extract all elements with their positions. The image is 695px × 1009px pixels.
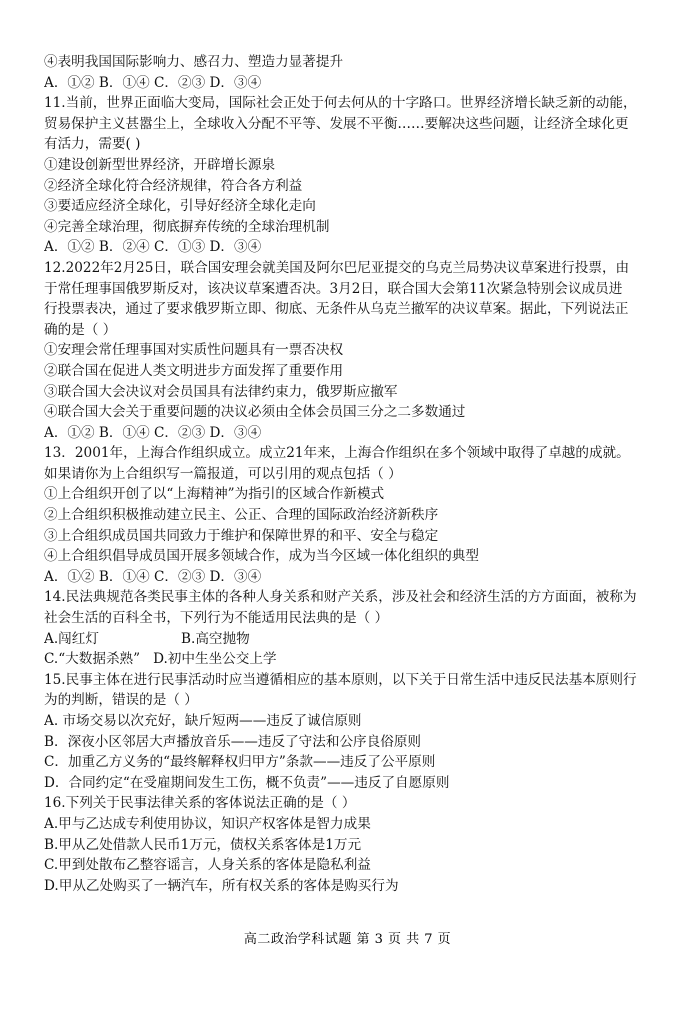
q11-option: ②经济全球化符合经济规律，符合各方利益: [44, 177, 303, 194]
q16-option: C.甲到处散布乙整容谣言，人身关系的客体是隐私利益: [44, 857, 371, 874]
q10-answer-choices: A．①② B．①④ C．②③ D．③④: [44, 74, 262, 91]
question-11: [44, 93, 655, 258]
q13-option: ②上合组织积极推动建立民主、公正、合理的国际政治经济新秩序: [44, 507, 439, 524]
q11-option: ①建设创新型世界经济，开辟增长源泉: [44, 156, 276, 173]
q11-answer-choices: A．①② B．②④ C．①③ D．③④: [44, 239, 262, 256]
q15-stem-line: 为的判断，错误的是（ ）: [44, 692, 198, 709]
q12-option: ④联合国大会关于重要问题的决议必须由全体会员国三分之二多数通过: [44, 404, 466, 421]
q12-option: ②联合国在促进人类文明进步方面发挥了重要作用: [44, 362, 344, 379]
q12-option: ①安理会常任理事国对实质性问题具有一票否决权: [44, 342, 344, 359]
q14-option-row: C.“大数据杀熟” D.初中生坐公交上学: [44, 651, 277, 668]
q12-stem-line: 确的是（ ）: [44, 321, 117, 338]
q14-stem-line: 14.民法典规范各类民事主体的各种人身关系和财产关系，涉及社会和经济生活的方方面面，被称为: [44, 589, 637, 606]
q12-answer-choices: A．①② B．①④ C．②③ D．③④: [44, 424, 262, 441]
q16-option: D.甲从乙处购买了一辆汽车，所有权关系的客体是购买行为: [44, 877, 399, 894]
question-10-tail: [44, 52, 655, 93]
question-14: [44, 587, 655, 669]
q10-option-4: ④表明我国国际影响力、感召力、塑造力显著提升: [44, 54, 344, 70]
question-15: [44, 670, 655, 794]
q13-option: ③上合组织成员国共同致力于维护和保障世界的和平、安全与稳定: [44, 527, 439, 544]
q15-stem-line: 15.民事主体在进行民事活动时应当遵循相应的基本原则，以下关于日常生活中违反民法基本原则行: [44, 671, 637, 688]
q11-stem-line: 贸易保护主义甚嚣尘上，全球收入分配不平等、发展不平衡……要解决这些问题，让经济全球化更: [44, 115, 629, 132]
q14-option-row: A.闯红灯 B.高空抛物: [44, 630, 250, 647]
question-12: [44, 258, 655, 443]
q13-option: ④上合组织倡导成员国开展多领域合作，成为当今区域一体化组织的典型: [44, 548, 479, 565]
q13-stem-line: 13．2001年，上海合作组织成立。成立21年来，上海合作组织在多个领域中取得了卓越的成就。: [44, 445, 630, 462]
q15-option: A. 市场交易以次充好，缺斤短两——违反了诚信原则: [44, 713, 362, 729]
q12-stem-line: 行投票表决，通过了要求俄罗斯立即、彻底、无条件从乌克兰撤军的决议草案。据此，下列说法正: [44, 301, 629, 318]
q12-option: ③联合国大会决议对会员国具有法律约束力，俄罗斯应撤军: [44, 383, 398, 400]
question-13: [44, 443, 655, 587]
q16-option: B.甲从乙处借款人民币1万元，债权关系客体是1万元: [44, 836, 362, 853]
q14-stem-line: 社会生活的百科全书，下列行为不能适用民法典的是（ ）: [44, 610, 389, 627]
q15-option: C．加重乙方义务的“最终解释权归甲方”条款——违反了公平原则: [44, 754, 436, 771]
q15-option: B．深夜小区邻居大声播放音乐——违反了守法和公序良俗原则: [44, 733, 422, 750]
question-16: [44, 793, 655, 896]
q11-stem-line: 有活力，需要( ): [44, 136, 141, 153]
q16-stem-line: 16.下列关于民事法律关系的客体说法正确的是（ ）: [44, 795, 356, 812]
q13-stem-line: 如果请你为上合组织写一篇报道，可以引用的观点包括（ ）: [44, 465, 402, 482]
q11-stem-line: 11.当前，世界正面临大变局，国际社会正处于何去何从的十字路口。世界经济增长缺乏新的动能，: [44, 95, 637, 112]
q13-answer-choices: A．①② B．①④ C．②③ D．③④: [44, 568, 262, 585]
q11-option: ④完善全球治理，彻底摒弃传统的全球治理机制: [44, 218, 330, 235]
page-footer: 高二政治学科试题 第 3 页 共 7 页: [243, 932, 452, 947]
q12-stem-line: 12.2022年2月25日，联合国安理会就美国及阿尔巴尼亚提交的乌克兰局势决议草案进行投票，由: [44, 259, 630, 276]
q15-option: D．合同约定“在受雇期间发生工伤，概不负责”——违反了自愿原则: [44, 774, 450, 791]
q13-option: ①上合组织开创了以“上海精神”为指引的区域合作新模式: [44, 486, 385, 503]
q12-stem-line: 于常任理事国俄罗斯反对，该决议草案遭否决。3月2日，联合国大会第11次紧急特别会议成员进: [44, 280, 623, 297]
q11-option: ③要适应经济全球化，引导好经济全球化走向: [44, 198, 316, 215]
q16-option: A.甲与乙达成专利使用协议，知识产权客体是智力成果: [44, 815, 371, 832]
